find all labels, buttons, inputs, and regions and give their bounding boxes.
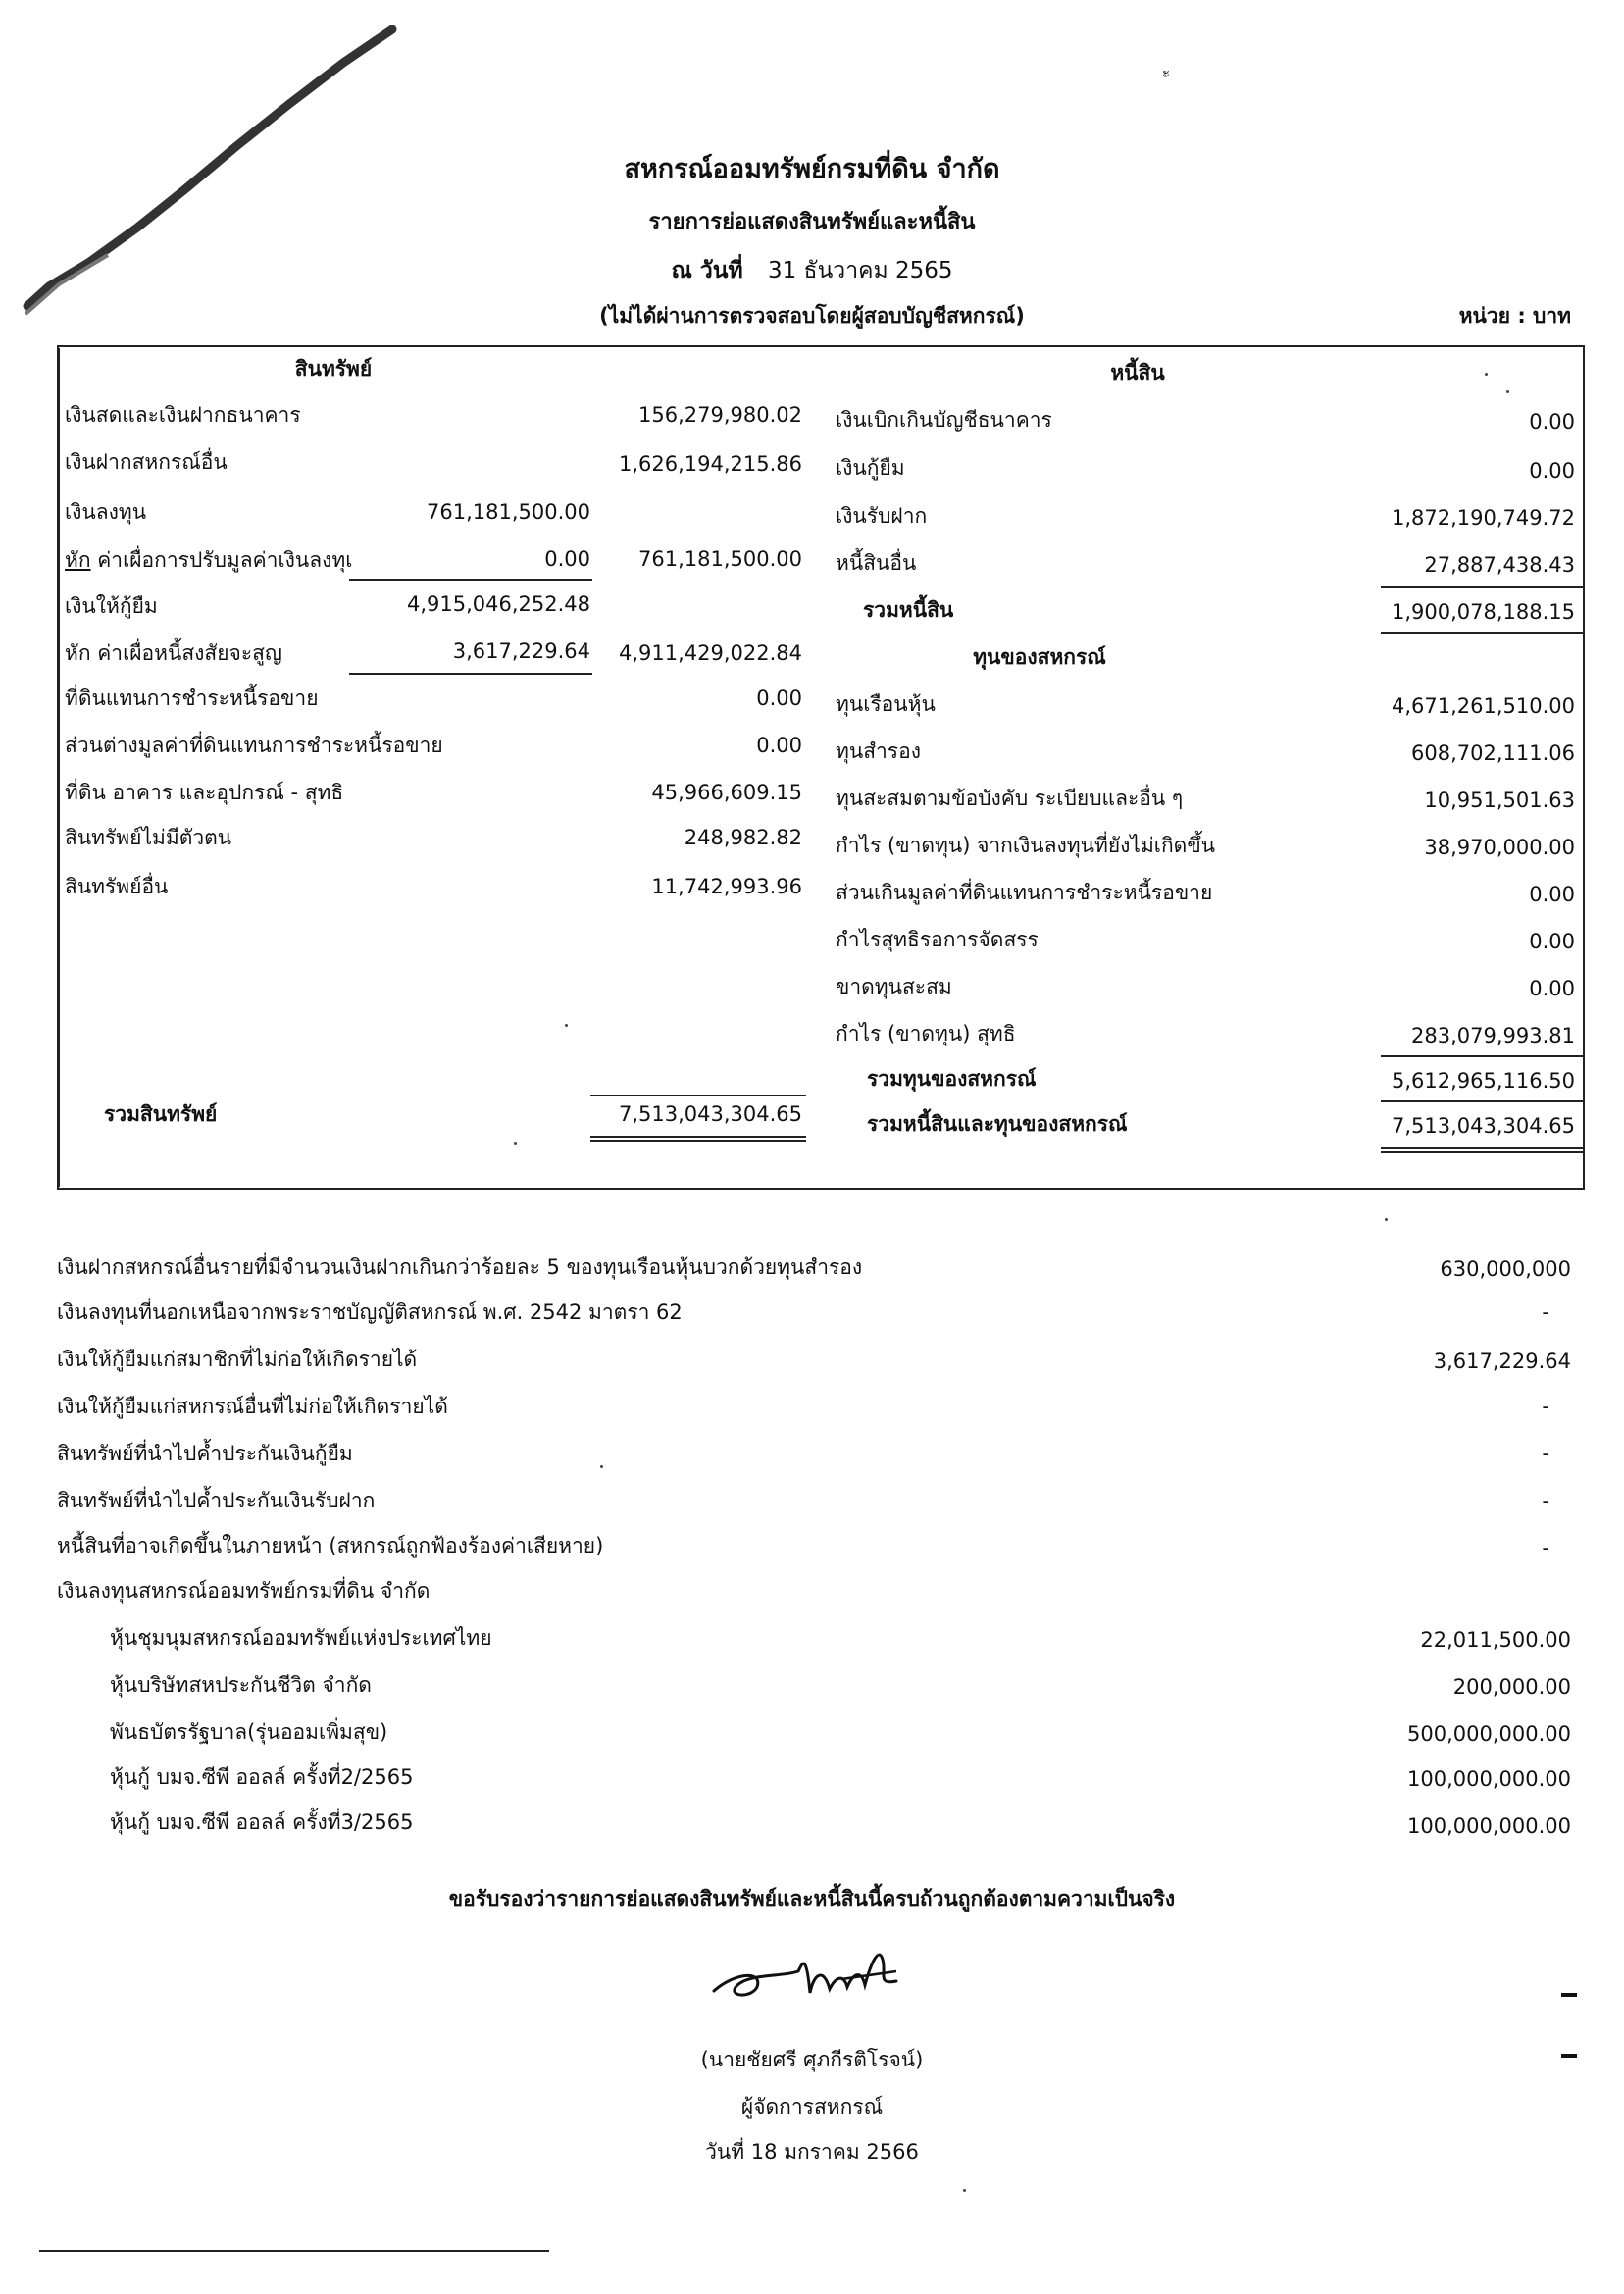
date-value: 31 ธันวาคม 2565 [767,258,953,283]
total-double-rule [590,1136,806,1142]
asset-amount: 11,742,993.96 [651,875,802,898]
equity-label: กำไร (ขาดทุน) จากเงินลงทุนที่ยังไม่เกิดขึ้น [836,834,1216,857]
equity-amount: 10,951,501.63 [1424,789,1575,812]
investment-value: 200,000.00 [1452,1675,1571,1699]
asset-label: หัก ค่าเผื่อการปรับมูลค่าเงินลงทุเ [65,548,353,572]
subtotal-rule [349,673,592,675]
equity-amount: 283,079,993.81 [1411,1024,1575,1047]
equity-amount: 0.00 [1529,977,1575,1000]
investment-label: หุ้นกู้ บมจ.ซีพี ออลล์ ครั้งที่3/2565 [110,1810,414,1834]
equity-label: ทุนเรือนหุ้น [836,692,936,716]
scan-speck [600,1465,603,1468]
grand-total-label: รวมหนี้สินและทุนของสหกรณ์ [867,1112,1128,1136]
liability-label: เงินกู้ยืม [836,456,905,480]
corner-mark: ะ [1162,64,1171,81]
equity-amount: 0.00 [1529,883,1575,906]
asset-amount: 761,181,500.00 [638,547,802,571]
report-date [0,253,1624,288]
asset-amount: 4,911,429,022.84 [618,641,802,665]
investment-label: หุ้นชุมนุมสหกรณ์ออมทรัพย์แห่งประเทศไทย [110,1626,492,1650]
grand-total-amount: 7,513,043,304.65 [1391,1114,1575,1138]
asset-label: เงินให้กู้ยืม [65,594,158,618]
note-label: เงินลงทุนสหกรณ์ออมทรัพย์กรมที่ดิน จำกัด [57,1579,431,1603]
scan-speck [1506,390,1509,393]
asset-label: สินทรัพย์ไม่มีตัวตน [65,826,232,849]
equity-amount: 0.00 [1529,930,1575,953]
note-label: หนี้สินที่อาจเกิดขึ้นในภายหน้า (สหกรณ์ถูกฟ้องร้องค่าเสียหาย) [57,1534,604,1557]
total-equity-amount: 5,612,965,116.50 [1391,1069,1575,1093]
asset-label: หัก ค่าเผื่อหนี้สงสัยจะสูญ [65,641,282,665]
note-label: เงินฝากสหกรณ์อื่นรายที่มีจำนวนเงินฝากเกินกว่าร้อยละ 5 ของทุนเรือนหุ้นบวกด้วยทุนสำรอง [57,1255,863,1279]
asset-label: เงินฝากสหกรณ์อื่น [65,450,228,474]
asset-label: ส่วนต่างมูลค่าที่ดินแทนการชำระหนี้รอขาย [65,734,443,757]
asset-sub-amount: 0.00 [544,547,590,571]
scan-speck [514,1142,517,1145]
investment-label: หุ้นบริษัทสหประกันชีวิต จำกัด [110,1673,372,1697]
note-label: เงินลงทุนที่นอกเหนือจากพระราชบัญญัติสหกรณ์ พ.ศ. 2542 มาตรา 62 [57,1300,683,1324]
asset-label: เงินสดและเงินฝากธนาคาร [65,403,301,427]
bottom-rule [39,2250,549,2252]
certification-statement: ขอรับรองว่ารายการย่อแสดงสินทรัพย์และหนี้สินนี้ครบถ้วนถูกต้องตามความเป็นจริง [448,1887,1176,1911]
liability-amount: 27,887,438.43 [1424,553,1575,577]
scan-speck [565,1024,568,1027]
asset-label: สินทรัพย์อื่น [65,875,169,898]
total-equity-label: รวมทุนของสหกรณ์ [867,1067,1037,1091]
equity-label: ทุนสำรอง [836,739,921,763]
scan-speck [963,2189,966,2192]
asset-label: ที่ดิน อาคาร และอุปกรณ์ - สุทธิ [65,781,344,804]
total-assets-label: รวมสินทรัพย์ [104,1102,218,1126]
unit-label: หน่วย : บาท [1458,304,1571,328]
note-label: สินทรัพย์ที่นำไปค้ำประกันเงินรับฝาก [57,1489,376,1512]
equity-amount: 4,671,261,510.00 [1391,694,1575,718]
scan-speck [1485,373,1488,376]
investment-value: 100,000,000.00 [1407,1814,1571,1838]
asset-amount: 45,966,609.15 [651,781,802,804]
equity-label: ส่วนเกินมูลค่าที่ดินแทนการชำระหนี้รอขาย [836,881,1213,904]
scan-speck [1385,1218,1388,1221]
liability-amount: 0.00 [1529,459,1575,483]
note-value: - [1542,1395,1549,1418]
liability-amount: 0.00 [1529,410,1575,433]
asset-amount: 1,626,194,215.86 [618,452,802,476]
equity-label: กำไร (ขาดทุน) สุทธิ [836,1022,1016,1045]
investment-label: พันธบัตรรัฐบาล(รุ่นออมเพิ่มสุข) [110,1720,388,1744]
equity-label: กำไรสุทธิรอการจัดสรร [836,928,1039,951]
date-label: ณ วันที่ [671,258,743,283]
subtotal-rule [1381,1055,1583,1057]
total-liabilities-label: รวมหนี้สิน [863,598,954,622]
total-top-rule [590,1095,806,1096]
scan-mark [1561,1993,1577,1997]
investment-value: 500,000,000.00 [1407,1722,1571,1746]
equity-heading: ทุนของสหกรณ์ [973,645,1106,669]
note-value: - [1542,1489,1549,1512]
note-label: เงินให้กู้ยืมแก่สมาชิกที่ไม่ก่อให้เกิดรายได้ [57,1348,418,1371]
assets-heading: สินทรัพย์ [294,357,373,381]
note-value: - [1542,1442,1549,1465]
subtotal-rule [1381,632,1583,634]
equity-label: ขาดทุนสะสม [836,975,952,998]
asset-sub-amount: 3,617,229.64 [452,639,590,663]
subtotal-rule [1381,1100,1583,1102]
asset-sub-amount: 761,181,500.00 [427,500,590,524]
signatory-position: ผู้จัดการสหกรณ์ [740,2095,884,2118]
liability-label: เงินรับฝาก [836,504,928,528]
asset-label: เงินลงทุน [65,500,147,524]
note-value: 630,000,000 [1440,1257,1571,1281]
org-name: สหกรณ์ออมทรัพย์กรมที่ดิน จำกัด [624,154,1000,184]
subtotal-rule [349,579,592,581]
note-value: 3,617,229.64 [1433,1350,1571,1373]
investment-value: 22,011,500.00 [1420,1628,1571,1652]
asset-amount: 156,279,980.02 [638,403,802,427]
total-assets-amount: 7,513,043,304.65 [618,1102,802,1126]
frame-double-line [58,348,60,1187]
signature [704,1934,920,2013]
subtotal-rule [1381,586,1583,588]
liability-label: หนี้สินอื่น [836,551,917,575]
total-double-rule [1381,1147,1583,1153]
asset-amount: 0.00 [756,734,802,757]
total-liabilities-amount: 1,900,078,188.15 [1391,600,1575,624]
equity-amount: 608,702,111.06 [1411,741,1575,765]
equity-amount: 38,970,000.00 [1424,836,1575,859]
note-label: เงินให้กู้ยืมแก่สหกรณ์อื่นที่ไม่ก่อให้เกิดรายได้ [57,1395,448,1418]
scan-mark [1561,2054,1577,2058]
investment-label: หุ้นกู้ บมจ.ซีพี ออลล์ ครั้งที่2/2565 [110,1765,414,1789]
asset-amount: 248,982.82 [684,826,802,849]
liabilities-heading: หนี้สิน [1110,361,1165,384]
note-label: สินทรัพย์ที่นำไปค้ำประกันเงินกู้ยืม [57,1442,353,1465]
liability-label: เงินเบิกเกินบัญชีธนาคาร [836,408,1052,432]
note-value: - [1542,1536,1549,1559]
note-value: - [1542,1300,1549,1324]
equity-label: ทุนสะสมตามข้อบังคับ ระเบียบและอื่น ๆ [836,787,1184,810]
asset-label: ที่ดินแทนการชำระหนี้รอขาย [65,687,319,710]
signatory-date: วันที่ 18 มกราคม 2566 [705,2140,919,2164]
asset-amount: 0.00 [756,687,802,710]
asset-sub-amount: 4,915,046,252.48 [406,592,590,616]
signatory-name: (นายชัยศรี ศุภกีรติโรจน์) [700,2048,924,2071]
liability-amount: 1,872,190,749.72 [1391,506,1575,530]
investment-value: 100,000,000.00 [1407,1767,1571,1791]
deduct-prefix: หัก [65,548,91,572]
audit-note: (ไม่ได้ผ่านการตรวจสอบโดยผู้สอบบัญชีสหกรณ์) [599,304,1025,328]
report-title: รายการย่อแสดงสินทรัพย์และหนี้สิน [648,210,976,234]
